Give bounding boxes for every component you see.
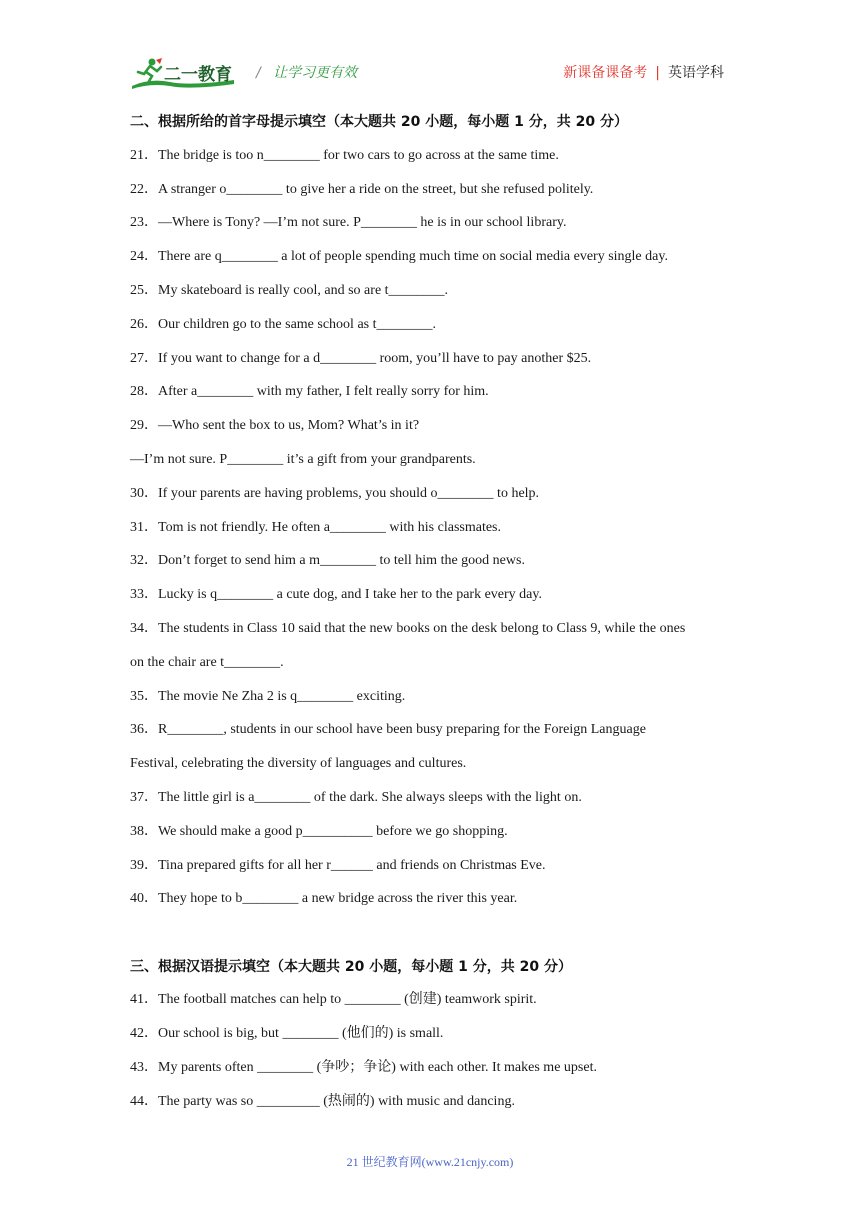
question-line: 41．The football matches can help to ________ (创建) teamwork spirit.	[130, 992, 537, 1007]
runner-logo-icon	[130, 56, 242, 90]
question-line: 39．Tina prepared gifts for all her r______ and friends on Christmas Eve.	[130, 858, 546, 873]
brand-separator: |	[655, 65, 660, 81]
slogan-divider: /	[256, 65, 261, 81]
question-line: 22．A stranger o________ to give her a ride on the street, but she refused politely.	[130, 182, 594, 197]
question-line: 30．If your parents are having problems, you should o________ to help.	[130, 486, 540, 501]
logo-text: 二一教育	[164, 65, 232, 85]
section-heading-2: 二、根据所给的首字母提示填空（本大题共 20 小题，每小题 1 分，共 20 分）	[130, 114, 628, 130]
question-line: 25．My skateboard is really cool, and so are t________.	[130, 283, 449, 298]
question-line: 42．Our school is big, but ________ (他们的) is small.	[130, 1026, 444, 1041]
question-line: 38．We should make a good p__________ before we go shopping.	[130, 824, 508, 839]
question-line: 23．—Where is Tony? —I’m not sure. P________ he is in our school library.	[130, 215, 567, 230]
question-line: 28．After a________ with my father, I felt really sorry for him.	[130, 384, 489, 399]
question-line: 21．The bridge is too n________ for two cars to go across at the same time.	[130, 148, 559, 163]
question-line: 33．Lucky is q________ a cute dog, and I take her to the park every day.	[130, 587, 542, 602]
question-line: 44．The party was so _________ (热闹的) with music and dancing.	[130, 1094, 515, 1109]
question-line: 31．Tom is not friendly. He often a________ with his classmates.	[130, 520, 501, 535]
question-line: 40．They hope to b________ a new bridge across the river this year.	[130, 891, 518, 906]
page-footer: 21 世纪教育网(www.21cnjy.com)	[346, 1155, 514, 1169]
question-line: 43．My parents often ________ (争吵；争论) with each other. It makes me upset.	[130, 1060, 597, 1075]
question-line: 24．There are q________ a lot of people spending much time on social media every single day.	[130, 249, 668, 264]
question-line: 37．The little girl is a________ of the dark. She always sleeps with the light on.	[130, 790, 582, 805]
slogan	[256, 62, 357, 82]
question-line: 35．The movie Ne Zha 2 is q________ exciting.	[130, 689, 406, 704]
question-line: 27．If you want to change for a d________ room, you’ll have to pay another $25.	[130, 351, 592, 366]
brand-left: 新课备课备考	[563, 65, 648, 81]
question-line: 34．The students in Class 10 said that the new books on the desk belong to Class 9, while the ones	[130, 621, 686, 636]
logo	[130, 56, 242, 90]
brand-right: 英语学科	[668, 65, 724, 81]
question-line: on the chair are t________.	[130, 655, 284, 670]
question-line: 29．—Who sent the box to us, Mom? What’s in it?	[130, 418, 420, 433]
question-line: 26．Our children go to the same school as t________.	[130, 317, 437, 332]
section-heading-3: 三、根据汉语提示填空（本大题共 20 小题，每小题 1 分，共 20 分）	[130, 959, 572, 975]
page-header	[130, 56, 730, 92]
brand-label	[563, 62, 724, 82]
question-line: Festival, celebrating the diversity of languages and cultures.	[130, 756, 467, 771]
slogan-text: 让学习更有效	[273, 65, 358, 81]
question-line: —I’m not sure. P________ it’s a gift from your grandparents.	[130, 452, 476, 467]
question-line: 36．R________, students in our school have been busy preparing for the Foreign Language	[130, 722, 646, 737]
question-line: 32．Don’t forget to send him a m________ to tell him the good news.	[130, 553, 525, 568]
